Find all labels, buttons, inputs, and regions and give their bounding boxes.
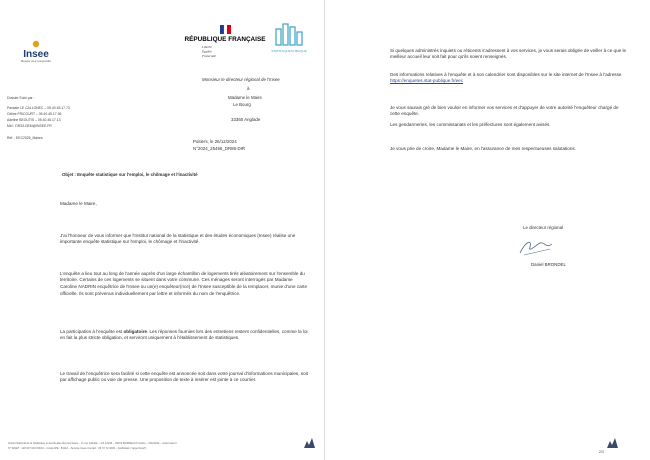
- contact-line: Céline FRICOURT – 05.40.45.17.36: [7, 112, 62, 116]
- handwritten-signature: [516, 235, 556, 260]
- to-label: à: [247, 86, 250, 91]
- paragraph-announcement: Le travail de l'enquêtrice sera facilité si cette enquête est annoncée soit dans votre journal d'informations municipales, soit par affichage public ou voie de presse. Une proposition de texte à insérer est jointe à ce courrier.: [60, 370, 308, 383]
- salutation: Madame le Maire,: [60, 201, 97, 206]
- paragraph-closing: Je vous prie de croire, Madame le Maire, en l'assurance de mes respectueuses salutations.: [390, 146, 576, 151]
- survey-website-link[interactable]: https://enquetes.stat-publique.fr/eec: [390, 78, 464, 84]
- statistique-publique-logo: [268, 21, 310, 57]
- paragraph-inform: Je vous saurais gré de bien vouloir en informer vos services et d'appuyer de votre autorité l'enquêteur chargé de cette enquête.: [390, 104, 619, 117]
- reference-number: N°2024_25456_DR86-DIR: [193, 146, 246, 151]
- footer-line: N° SIRET : 120 027 016 00013 – Code APE : 8411Z – Service Insee Contact : 09 72 72 4000 – (tarification "appel local"): [8, 447, 147, 450]
- place-date: Poitiers, le 26/12/2024: [193, 139, 237, 144]
- republic-title: RÉPUBLIQUE FRANÇAISE: [184, 36, 266, 43]
- paragraph-intro: J'ai l'honneur de vous informer que l'Institut national de la statistique et des études économiques (Insee) réalise une importante enquête statistique sur l'emploi, le chômage et l'inactivité.: [60, 232, 296, 245]
- signatory-title: Le directeur régional: [523, 225, 564, 230]
- letter-subject: Objet : Enquête statistique sur l'emploi, le chômage et l'inactivité: [62, 172, 198, 177]
- statistique-publique-corner-icon: [302, 436, 318, 450]
- recipient-address: Le Bourg: [233, 102, 251, 107]
- motto-liberte: Liberté: [202, 45, 212, 49]
- recipient-name: Madame le Maire: [228, 95, 262, 100]
- insee-tagline: Mesurer pour comprendre: [21, 60, 51, 63]
- paragraph-authorities: Les gendarmeries, les commissariats et les préfectures sont également avisés.: [390, 122, 551, 127]
- paragraph-reception: Si quelques administrés inquiets ou réticents s'adressent à vos services, je vous serais obligée de veiller à ce que le meilleur accueil leur soit fait pour qu'ils soient renseignés.: [390, 47, 627, 60]
- contact-line: Adeline BEOUTIS – 05.40.45.17.13: [7, 118, 61, 122]
- letter-page-1: [0, 0, 324, 460]
- recipient-city: 33360 Anglade: [231, 117, 261, 122]
- letter-page-2: [325, 0, 650, 460]
- reference-code: Réf. : EEC2025_Maires: [7, 136, 43, 140]
- contact-line: Pascale LE CALLONEC – 05.40.45.17.73: [7, 106, 70, 110]
- paragraph-survey: L'enquête a lieu tout au long de l'année auprès d'un large échantillon de logements tirés aléatoirement sur l'ensemble du territoire. Certains de ces logements se situent dans votre commune. Ces ménages seront interrogés par Madame Caroline NADRIN enquêtrice de l'Insee ou un(e) enquêteur(rice) de l'Insee susceptible de la remplacer, munie d'une carte officielle. Ils sont prévenus individuellement par lettre et informés du nom de l'enquêtrice.: [60, 270, 307, 296]
- motto-egalite: Égalité: [202, 49, 212, 54]
- page-number: 2/3: [599, 450, 604, 454]
- insee-logo: [15, 40, 57, 64]
- sender-line: Monsieur le directeur régional de l'Insee: [202, 77, 280, 82]
- republique-francaise-logo: [184, 24, 266, 84]
- signatory-name: Daniel BRONDEL: [531, 262, 566, 267]
- paragraph-obligation: La participation à l'enquête est obligatoire. Les réponses fournies lors des entretiens restent confidentielles, comme la loi en fait la plus stricte obligation, et serviront uniquement à l'établissement de statistiques.: [60, 328, 308, 341]
- paragraph-website: Des informations relatives à l'enquête et à son calendrier sont disponibles sur le site internet de l'Insee à l'adresse https://enquetes.stat-publique.fr/eec: [390, 71, 622, 84]
- stat-logo-text: STATISTIQUE PUBLIQUE: [271, 49, 307, 53]
- motto-fraternite: Fraternité: [202, 54, 216, 58]
- statistique-publique-corner-icon: [605, 436, 621, 450]
- contact-email: Mél : DR33-DEM@INSEE.FR: [7, 124, 52, 128]
- insee-logo-text: Insee: [23, 49, 49, 60]
- contacts-heading: Dossier Suivi par :: [7, 96, 35, 100]
- footer-line: Institut National de la Statistique et des Études Économiques – 11 rue Isabelle – CS 12233 – 33072 BORDEAUX Cedex – FRANCE – www.insee.fr: [8, 442, 177, 445]
